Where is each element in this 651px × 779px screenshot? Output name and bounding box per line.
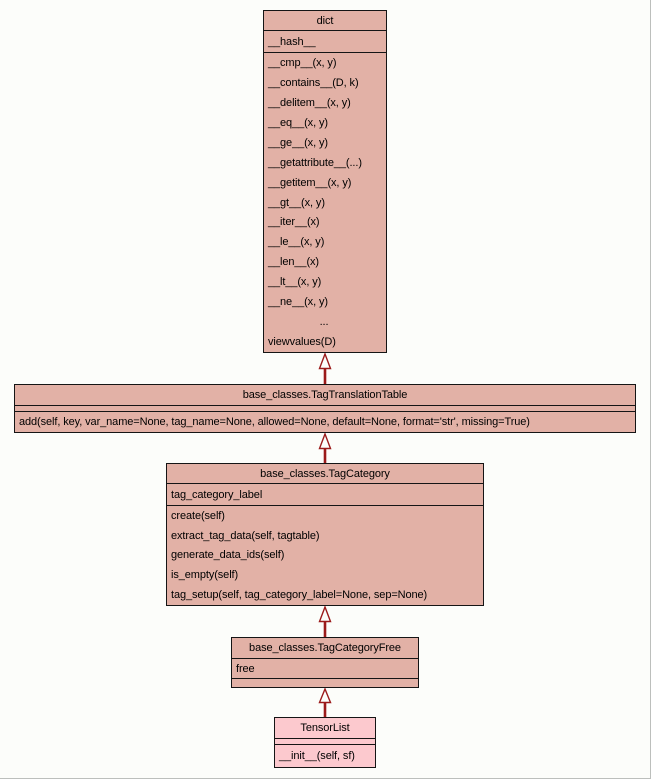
method-item: add(self, key, var_name=None, tag_name=None, allowed=None, default=None, format='str', missing=True) <box>19 416 530 428</box>
inheritance-arrow-tensorlist-to-tagcategoryfree <box>318 688 332 717</box>
method-item: __getattribute__(...) <box>268 156 362 169</box>
class-box-tensorlist <box>274 717 376 768</box>
method-item: __lt__(x, y) <box>268 276 322 289</box>
methods-compartment <box>275 744 375 767</box>
method-item: __gt__(x, y) <box>268 196 325 209</box>
attribute-item: tag_category_label <box>171 488 263 501</box>
method-item-ellipsis: ... <box>319 316 329 329</box>
class-title: base_classes.TagTranslationTable <box>242 389 408 401</box>
methods-compartment-empty <box>232 678 418 687</box>
inheritance-arrow-tagcategoryfree-to-tagcategory <box>318 606 332 637</box>
method-item: create(self) <box>171 509 225 522</box>
attributes-compartment <box>232 658 418 678</box>
class-box-tagcategoryfree <box>231 637 419 688</box>
method-item: __len__(x) <box>268 256 319 269</box>
methods-compartment <box>167 505 483 605</box>
method-item: tag_setup(self, tag_category_label=None, sep=None) <box>171 589 428 602</box>
method-item: __cmp__(x, y) <box>268 56 337 69</box>
class-title-compartment <box>167 464 483 483</box>
method-item: __ne__(x, y) <box>268 296 328 309</box>
class-box-tagcategory <box>166 463 484 606</box>
method-item: generate_data_ids(self) <box>171 549 285 562</box>
method-item: __delitem__(x, y) <box>268 96 351 109</box>
inheritance-arrow-tagcategory-to-tagtranslationtable <box>318 433 332 463</box>
class-title: dict <box>316 14 334 27</box>
methods-compartment <box>15 411 635 432</box>
attribute-item: free <box>236 662 255 675</box>
method-item: is_empty(self) <box>171 569 239 582</box>
method-item: __getitem__(x, y) <box>268 176 352 189</box>
methods-compartment <box>264 52 386 352</box>
class-title: TensorList <box>300 722 350 734</box>
method-item: __eq__(x, y) <box>268 116 328 129</box>
class-box-tagtranslationtable <box>14 384 636 433</box>
method-item: extract_tag_data(self, tagtable) <box>171 529 320 542</box>
attribute-item: __hash__ <box>268 35 316 48</box>
method-item: __iter__(x) <box>268 216 320 229</box>
class-title-compartment <box>232 638 418 658</box>
method-item: __ge__(x, y) <box>268 136 328 149</box>
class-title-compartment <box>275 718 375 738</box>
attributes-compartment <box>167 483 483 505</box>
attributes-compartment <box>264 30 386 52</box>
class-title: base_classes.TagCategoryFree <box>249 642 401 654</box>
class-title-compartment <box>264 11 386 30</box>
method-item: __contains__(D, k) <box>268 76 359 89</box>
method-item: __init__(self, sf) <box>279 750 355 762</box>
method-item: viewvalues(D) <box>268 336 336 349</box>
class-title: base_classes.TagCategory <box>260 467 390 480</box>
method-item: __le__(x, y) <box>268 236 325 249</box>
class-box-dict <box>263 10 387 353</box>
inheritance-arrow-tagtranslationtable-to-dict <box>318 353 332 384</box>
class-title-compartment <box>15 385 635 405</box>
